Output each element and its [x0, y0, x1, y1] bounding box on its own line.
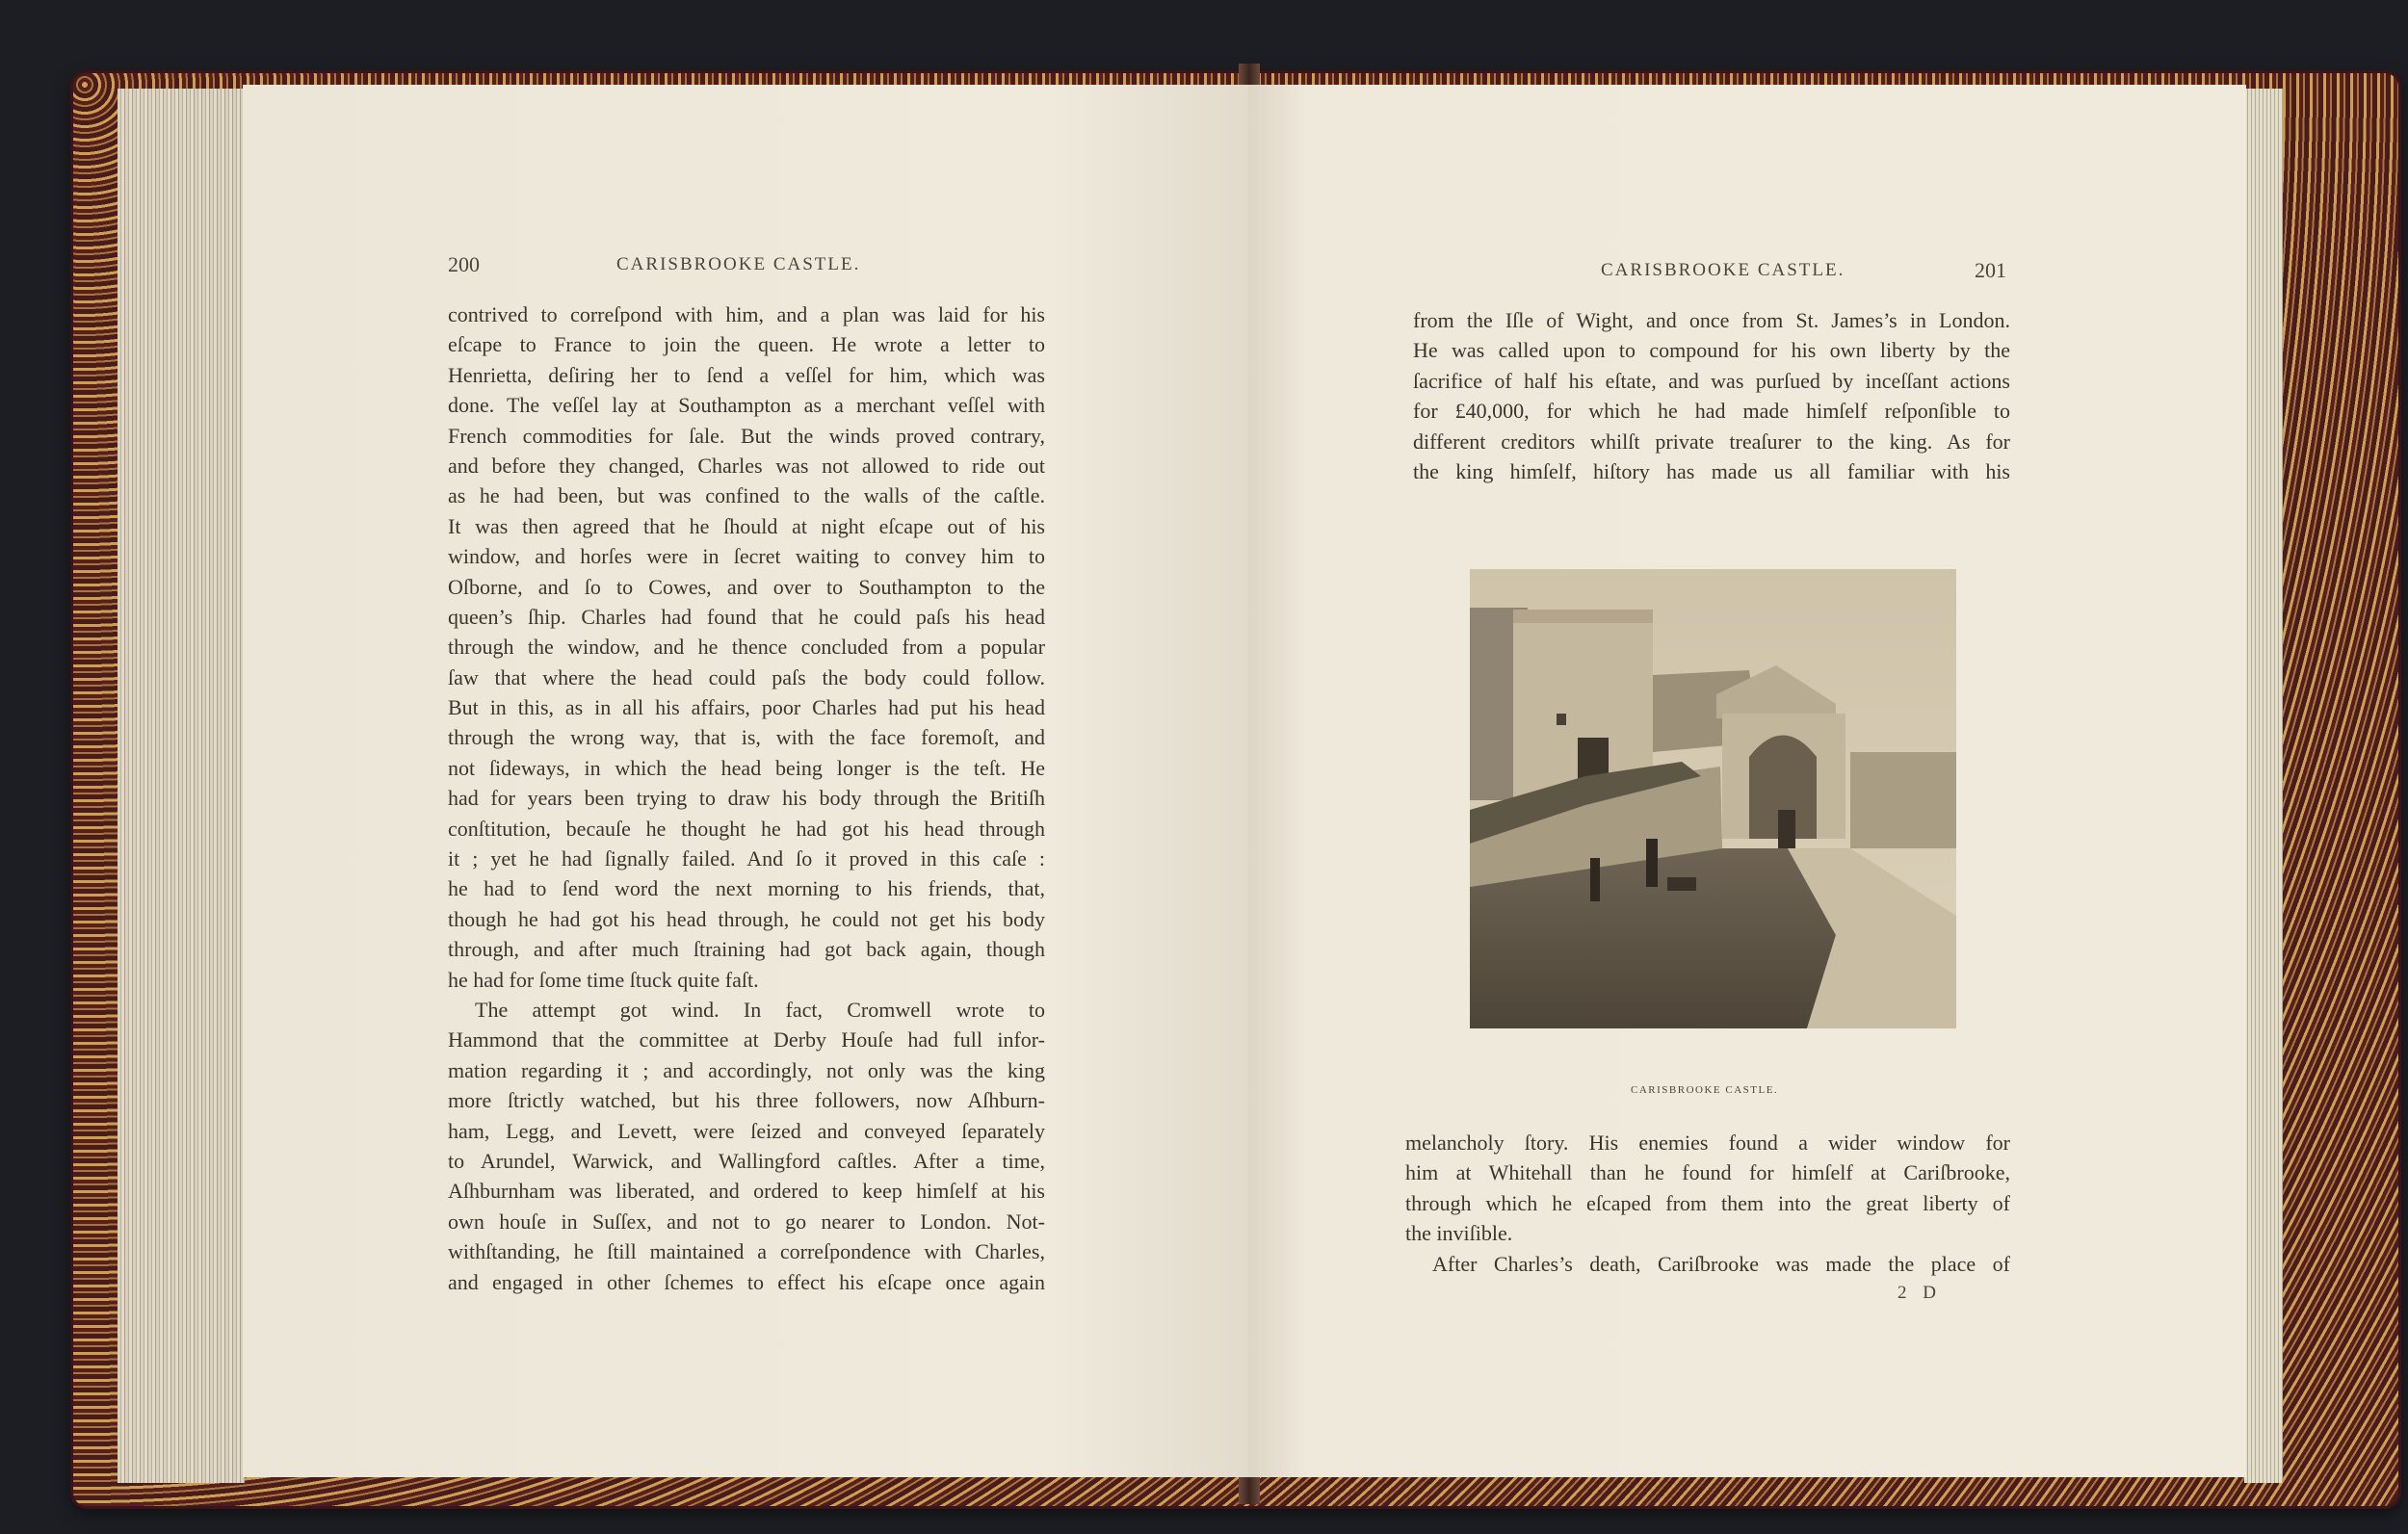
- text-line: own houſe in Suſſex, and not to go nearer to London. Not-: [448, 1209, 1045, 1234]
- text-line: But in this, as in all his affairs, poor Charles had put his head: [448, 695, 1045, 720]
- text-line: The attempt got wind. In fact, Cromwell wrote to: [475, 997, 1045, 1022]
- text-line: melancholy ſtory. His enemies found a wider window for: [1405, 1131, 2010, 1155]
- text-line: he had for ſome time ſtuck quite faſt.: [448, 967, 759, 992]
- text-line: more ſtrictly watched, but his three followers, now Aſhburn-: [448, 1088, 1045, 1113]
- signature-mark: 2 D: [1898, 1283, 1942, 1303]
- carisbrooke-castle-photograph: [1470, 569, 1956, 1028]
- text-line: withſtanding, he ſtill maintained a correſpondence with Charles,: [448, 1239, 1045, 1264]
- text-line: the inviſible.: [1405, 1221, 1513, 1246]
- text-line: Hammond that the committee at Derby Houſe had full infor-: [448, 1027, 1045, 1053]
- text-line: queen’s ſhip. Charles had found that he could paſs his head: [448, 604, 1045, 629]
- text-line: ſacrifice of half his eſtate, and was purſued by inceſſant actions: [1413, 368, 2010, 393]
- text-line: ham, Legg, and Levett, were ſeized and conveyed ſeparately: [448, 1118, 1045, 1143]
- text-line: It was then agreed that he ſhould at night eſcape out of his: [448, 513, 1045, 538]
- left-page-edges: [118, 89, 245, 1483]
- text-line: Henrietta, deſiring her to ſend a veſſel for him, which was: [448, 362, 1045, 387]
- text-line: from the Iſle of Wight, and once from St. James’s in London.: [1413, 308, 2010, 332]
- text-line: through the wrong way, that is, with the face foremoſt, and: [448, 725, 1045, 750]
- right-page-edges: [2244, 89, 2283, 1483]
- text-line: French commodities for ſale. But the winds proved contrary,: [448, 423, 1045, 448]
- text-line: through the window, and he thence concluded from a popular: [448, 635, 1045, 660]
- text-line: ſaw that where the head could paſs the body could follow.: [448, 664, 1045, 689]
- left-running-head: CARISBROOKE CASTLE.: [616, 254, 861, 274]
- text-line: through, and after much ſtraining had got back again, though: [448, 937, 1045, 962]
- text-line: window, and horſes were in ſecret waiting to convey him to: [448, 544, 1045, 569]
- text-line: and before they changed, Charles was not allowed to ride out: [448, 453, 1045, 478]
- left-page-number: 200: [448, 252, 480, 276]
- text-line: conſtitution, becauſe he thought he had got his head through: [448, 816, 1045, 841]
- text-line: through which he eſcaped from them into the great liberty of: [1405, 1190, 2010, 1215]
- text-line: had for years been trying to draw his body through the Britiſh: [448, 786, 1045, 811]
- text-line: he had to ſend word the next morning to his friends, that,: [448, 876, 1045, 901]
- text-line: it ; yet he had ſignally failed. And ſo it proved in this caſe :: [448, 846, 1045, 871]
- text-line: the king himſelf, hiſtory has made us all familiar with his: [1413, 458, 2010, 483]
- text-line: to Arundel, Warwick, and Wallingford caſtles. After a time,: [448, 1148, 1045, 1173]
- left-page-body: [448, 299, 1045, 1297]
- text-line: though he had got his head through, he could not get his body: [448, 906, 1045, 931]
- text-line: done. The veſſel lay at Southampton as a merchant veſſel with: [448, 393, 1045, 418]
- right-page-body-top: [1413, 305, 2010, 486]
- text-line: different creditors whilſt private treaſurer to the king. As for: [1413, 429, 2010, 454]
- text-line: mation regarding it ; and accordingly, not only was the king: [448, 1057, 1045, 1082]
- text-line: He was called upon to compound for his own liberty by the: [1413, 338, 2010, 363]
- text-line: as he had been, but was confined to the walls of the caſtle.: [448, 483, 1045, 508]
- text-line: him at Whitehall than he found for himſelf at Cariſbrooke,: [1405, 1160, 2010, 1185]
- text-line: for £40,000, for which he had made himſelf reſponſible to: [1413, 399, 2010, 424]
- right-running-head: CARISBROOKE CASTLE.: [1601, 260, 1845, 280]
- text-line: eſcape to France to join the queen. He wrote a letter to: [448, 332, 1045, 357]
- text-line: Oſborne, and ſo to Cowes, and over to Southampton to the: [448, 574, 1045, 599]
- text-line: Aſhburnham was liberated, and ordered to keep himſelf at his: [448, 1179, 1045, 1204]
- plate-caption: CARISBROOKE CASTLE.: [1631, 1084, 1779, 1096]
- right-page-number: 201: [1975, 258, 2006, 282]
- text-line: After Charles’s death, Cariſbrooke was made the place of: [1432, 1251, 2010, 1276]
- text-line: contrived to correſpond with him, and a plan was laid for his: [448, 302, 1045, 326]
- text-line: not ſideways, in which the head being longer is the teſt. He: [448, 755, 1045, 780]
- right-page-body-bottom: [1405, 1128, 2010, 1279]
- text-line: and engaged in other ſchemes to effect his eſcape once again: [448, 1269, 1045, 1294]
